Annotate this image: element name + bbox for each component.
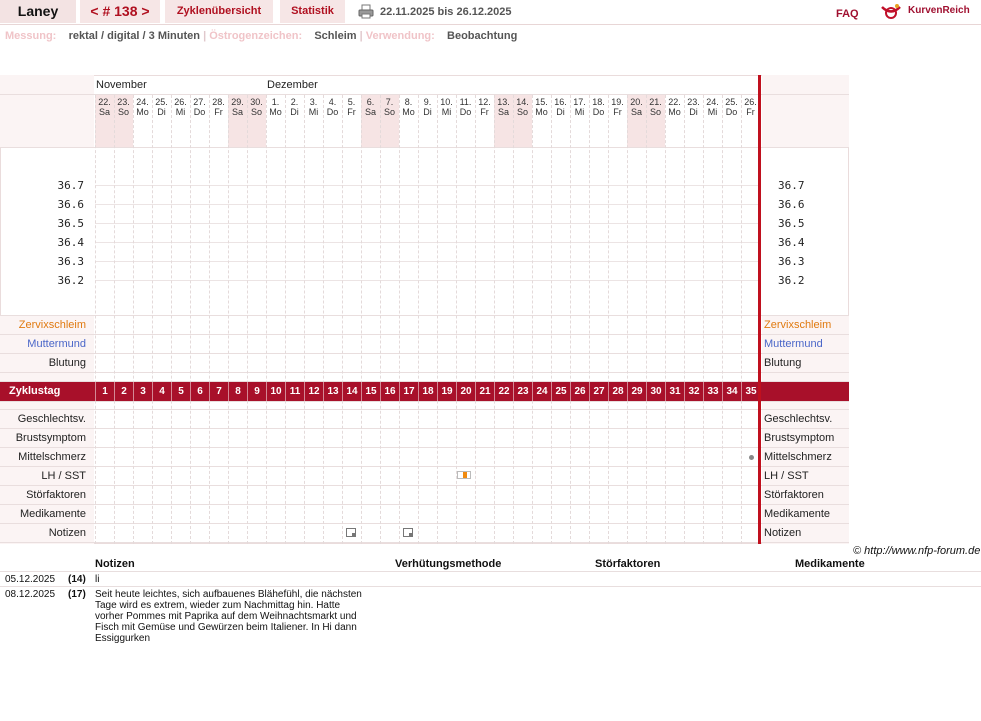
day-header bbox=[247, 97, 266, 117]
day-weekday: Fr bbox=[613, 107, 622, 117]
day-date: 7. bbox=[385, 97, 394, 107]
day-grid-line bbox=[114, 95, 115, 544]
day-date: 1. bbox=[271, 97, 280, 107]
day-date: 29. bbox=[231, 97, 244, 107]
separator: | bbox=[359, 30, 363, 42]
day-date: 15. bbox=[535, 97, 548, 107]
day-date: 8. bbox=[404, 97, 413, 107]
day-weekday: Mi bbox=[707, 107, 718, 117]
day-date: 16. bbox=[554, 97, 567, 107]
brand-name[interactable]: KurvenReich bbox=[908, 5, 970, 16]
mittelschmerz-dot-icon bbox=[749, 455, 754, 460]
day-grid-line bbox=[684, 95, 685, 544]
day-weekday: So bbox=[649, 107, 661, 117]
day-grid-line bbox=[513, 95, 514, 544]
day-weekday: Mo bbox=[535, 107, 548, 117]
left-header-panel bbox=[0, 75, 94, 148]
day-grid-line bbox=[323, 95, 324, 544]
note-date: 08.12.2025 bbox=[5, 589, 56, 600]
row-label: Notizen bbox=[48, 527, 86, 539]
day-header bbox=[114, 97, 133, 117]
day-date: 10. bbox=[440, 97, 453, 107]
day-grid-line bbox=[209, 95, 210, 544]
day-weekday: So bbox=[250, 107, 262, 117]
day-header bbox=[665, 97, 684, 117]
row-label: Muttermund bbox=[27, 338, 86, 350]
temp-label: 36.3 bbox=[57, 255, 84, 268]
row-label: Mittelschmerz bbox=[18, 451, 86, 463]
day-header bbox=[304, 97, 323, 117]
day-header bbox=[608, 97, 627, 117]
day-weekday: Di bbox=[290, 107, 299, 117]
day-header bbox=[95, 97, 114, 117]
tab-statistics[interactable]: Statistik bbox=[280, 0, 345, 23]
day-date: 24. bbox=[136, 97, 149, 107]
disturbances-header: Störfaktoren bbox=[595, 558, 661, 570]
right-header-panel bbox=[762, 75, 849, 148]
day-date: 5. bbox=[347, 97, 356, 107]
temp-label-right: 36.3 bbox=[778, 255, 805, 268]
day-weekday: Di bbox=[423, 107, 432, 117]
kurvenreich-logo-icon[interactable] bbox=[880, 2, 902, 20]
cycle-day-number: 2 bbox=[114, 382, 133, 401]
day-weekday: Mo bbox=[269, 107, 282, 117]
estrogen-value: Schleim bbox=[314, 30, 357, 42]
day-header bbox=[456, 97, 475, 117]
cycle-day-number: 23 bbox=[513, 382, 532, 401]
day-header bbox=[418, 97, 437, 117]
row-label: Zervixschleim bbox=[18, 319, 86, 331]
day-grid-line bbox=[171, 95, 172, 544]
day-grid-line bbox=[190, 95, 191, 544]
day-date: 19. bbox=[611, 97, 624, 107]
day-grid-line bbox=[608, 95, 609, 544]
day-header bbox=[285, 97, 304, 117]
cycle-day-number: 13 bbox=[323, 382, 342, 401]
day-header bbox=[437, 97, 456, 117]
cycle-day-number: 27 bbox=[589, 382, 608, 401]
temp-label: 36.6 bbox=[57, 198, 84, 211]
top-bar bbox=[0, 0, 981, 25]
day-date: 23. bbox=[117, 97, 130, 107]
cycle-day-number: 22 bbox=[494, 382, 513, 401]
cycle-navigator[interactable]: < # 138 > bbox=[80, 0, 160, 23]
day-date: 23. bbox=[687, 97, 700, 107]
tab-cycle-overview[interactable]: Zyklenübersicht bbox=[165, 0, 273, 23]
day-weekday: Sa bbox=[497, 107, 509, 117]
day-header bbox=[152, 97, 171, 117]
temp-label-right: 36.5 bbox=[778, 217, 805, 230]
note-date: 05.12.2025 bbox=[5, 574, 56, 585]
temp-label: 36.5 bbox=[57, 217, 84, 230]
cycle-day-number: 1 bbox=[95, 382, 114, 401]
day-date: 27. bbox=[193, 97, 206, 107]
day-weekday: Fr bbox=[480, 107, 489, 117]
day-grid-line bbox=[152, 95, 153, 544]
row-label-right: Medikamente bbox=[764, 508, 831, 520]
day-grid-line bbox=[266, 95, 267, 544]
row-label: Störfaktoren bbox=[26, 489, 86, 501]
day-grid-line bbox=[722, 95, 723, 544]
day-grid-line bbox=[380, 95, 381, 544]
day-weekday: Mi bbox=[574, 107, 585, 117]
note-icon-fold bbox=[409, 533, 413, 537]
cycle-day-number: 32 bbox=[684, 382, 703, 401]
measure-label: Messung: bbox=[5, 30, 57, 42]
day-weekday: Sa bbox=[630, 107, 642, 117]
cycle-day-number: 4 bbox=[152, 382, 171, 401]
day-header bbox=[722, 97, 741, 117]
month-december: Dezember bbox=[267, 79, 318, 91]
day-date: 4. bbox=[328, 97, 337, 107]
cycle-day-number: 12 bbox=[304, 382, 323, 401]
row-label-right: Zervixschleim bbox=[764, 319, 832, 331]
row-label: Medikamente bbox=[19, 508, 86, 520]
day-header bbox=[646, 97, 665, 117]
copyright: © http://www.nfp-forum.de bbox=[853, 545, 981, 557]
cycle-day-number: 29 bbox=[627, 382, 646, 401]
separator: | bbox=[203, 30, 207, 42]
day-grid-line bbox=[532, 95, 533, 544]
divider bbox=[0, 586, 981, 587]
day-header bbox=[494, 97, 513, 117]
day-weekday: Fr bbox=[214, 107, 223, 117]
estrogen-label: Östrogenzeichen: bbox=[209, 30, 303, 42]
cycle-day-number: 10 bbox=[266, 382, 285, 401]
temp-grid-line bbox=[95, 280, 760, 281]
day-date: 14. bbox=[516, 97, 529, 107]
day-grid-line bbox=[95, 95, 96, 544]
info-row bbox=[5, 30, 517, 42]
day-header bbox=[551, 97, 570, 117]
day-weekday: Fr bbox=[347, 107, 356, 117]
day-grid-line bbox=[703, 95, 704, 544]
day-header bbox=[266, 97, 285, 117]
day-grid-line bbox=[228, 95, 229, 544]
measure-value: rektal / digital / 3 Minuten bbox=[68, 30, 200, 42]
day-weekday: So bbox=[117, 107, 129, 117]
day-date: 25. bbox=[155, 97, 168, 107]
day-date: 25. bbox=[725, 97, 738, 107]
month-november: November bbox=[96, 79, 147, 91]
day-header bbox=[532, 97, 551, 117]
day-date: 2. bbox=[290, 97, 299, 107]
cycle-day-number: 15 bbox=[361, 382, 380, 401]
day-date: 12. bbox=[478, 97, 491, 107]
day-weekday: Do bbox=[725, 107, 738, 117]
temp-grid-line bbox=[95, 223, 760, 224]
medication-header: Medikamente bbox=[795, 558, 865, 570]
cycle-day-number: 5 bbox=[171, 382, 190, 401]
day-weekday: So bbox=[383, 107, 395, 117]
day-weekday: So bbox=[516, 107, 528, 117]
note-icon[interactable] bbox=[346, 528, 356, 537]
day-grid-line bbox=[570, 95, 571, 544]
temp-label: 36.2 bbox=[57, 274, 84, 287]
day-weekday: Fr bbox=[746, 107, 755, 117]
day-header bbox=[342, 97, 361, 117]
day-date: 30. bbox=[250, 97, 263, 107]
day-weekday: Mi bbox=[175, 107, 186, 117]
day-date: 6. bbox=[366, 97, 375, 107]
day-date: 24. bbox=[706, 97, 719, 107]
day-date: 22. bbox=[668, 97, 681, 107]
day-date: 9. bbox=[423, 97, 432, 107]
row-label: Geschlechtsv. bbox=[17, 413, 86, 425]
day-header bbox=[190, 97, 209, 117]
day-date: 26. bbox=[174, 97, 187, 107]
day-header bbox=[513, 97, 532, 117]
cycle-day-number: 14 bbox=[342, 382, 361, 401]
user-name: Laney bbox=[0, 0, 76, 23]
day-grid-line bbox=[418, 95, 419, 544]
day-header bbox=[228, 97, 247, 117]
day-header bbox=[684, 97, 703, 117]
day-weekday: Di bbox=[556, 107, 565, 117]
cycle-day-number: 21 bbox=[475, 382, 494, 401]
cycle-day-number: 7 bbox=[209, 382, 228, 401]
day-weekday: Do bbox=[592, 107, 605, 117]
cycle-day-number: 8 bbox=[228, 382, 247, 401]
note-text: li bbox=[95, 574, 100, 585]
day-weekday: Di bbox=[157, 107, 166, 117]
day-date: 20. bbox=[630, 97, 643, 107]
day-header bbox=[133, 97, 152, 117]
temp-label-right: 36.7 bbox=[778, 179, 805, 192]
cycle-day-number: 30 bbox=[646, 382, 665, 401]
day-grid-line bbox=[399, 95, 400, 544]
day-weekday: Do bbox=[326, 107, 339, 117]
temp-label: 36.4 bbox=[57, 236, 84, 249]
note-icon[interactable] bbox=[403, 528, 413, 537]
day-date: 21. bbox=[649, 97, 662, 107]
day-header bbox=[399, 97, 418, 117]
day-grid-line bbox=[494, 95, 495, 544]
notes-header: Notizen bbox=[95, 558, 135, 570]
cycle-day-number: 20 bbox=[456, 382, 475, 401]
cycle-day-number: 34 bbox=[722, 382, 741, 401]
day-header bbox=[589, 97, 608, 117]
day-grid-line bbox=[342, 95, 343, 544]
date-range: 22.11.2025 bis 26.12.2025 bbox=[380, 6, 512, 18]
day-grid-line bbox=[133, 95, 134, 544]
day-header bbox=[209, 97, 228, 117]
day-date: 28. bbox=[212, 97, 225, 107]
row-label-right: Blutung bbox=[764, 357, 802, 369]
row-label-right: Störfaktoren bbox=[764, 489, 824, 501]
day-header bbox=[171, 97, 190, 117]
cycle-day-number: 33 bbox=[703, 382, 722, 401]
day-date: 13. bbox=[497, 97, 510, 107]
lh-test-strip bbox=[463, 472, 467, 478]
cycle-day-number: 16 bbox=[380, 382, 399, 401]
day-header bbox=[475, 97, 494, 117]
usage-value: Beobachtung bbox=[447, 30, 518, 42]
note-icon-fold bbox=[352, 533, 356, 537]
cycle-day-number: 24 bbox=[532, 382, 551, 401]
day-date: 17. bbox=[573, 97, 586, 107]
day-weekday: Mi bbox=[441, 107, 452, 117]
cycle-day-number: 19 bbox=[437, 382, 456, 401]
row-label-right: Brustsymptom bbox=[764, 432, 835, 444]
day-weekday: Mo bbox=[668, 107, 681, 117]
divider bbox=[0, 571, 981, 572]
cycle-day-number: 26 bbox=[570, 382, 589, 401]
temp-grid-line bbox=[95, 204, 760, 205]
day-header bbox=[627, 97, 646, 117]
cycle-day-number: 17 bbox=[399, 382, 418, 401]
row-label-right: Geschlechtsv. bbox=[764, 413, 833, 425]
cycle-day-number: 3 bbox=[133, 382, 152, 401]
day-header bbox=[380, 97, 399, 117]
day-grid-line bbox=[551, 95, 552, 544]
day-header bbox=[361, 97, 380, 117]
note-cycle-day: (14) bbox=[68, 574, 86, 585]
temp-label-right: 36.2 bbox=[778, 274, 805, 287]
cycle-day-number: 28 bbox=[608, 382, 627, 401]
note-text: Seit heute leichtes, sich aufbauenes Blähefühl, die nächsten Tage wird es extrem, wieder zum Nachmittag hin. Hatte vorher Pommes mit Paprika auf dem Weihnachtsmarkt und Fisch mit Gemüse und Gewürzen beim Italiener. In Hi dann Essiggurken bbox=[95, 589, 362, 644]
temp-grid-line bbox=[95, 185, 760, 186]
day-weekday: Sa bbox=[231, 107, 243, 117]
lh-test-icon bbox=[457, 471, 471, 479]
cycle-day-number: 9 bbox=[247, 382, 266, 401]
day-grid-line bbox=[437, 95, 438, 544]
temp-label: 36.7 bbox=[57, 179, 84, 192]
day-grid-line bbox=[665, 95, 666, 544]
temp-label-right: 36.6 bbox=[778, 198, 805, 211]
day-grid-line bbox=[475, 95, 476, 544]
day-date: 11. bbox=[459, 97, 472, 107]
day-grid-line bbox=[646, 95, 647, 544]
day-header bbox=[703, 97, 722, 117]
day-date: 3. bbox=[309, 97, 318, 107]
day-weekday: Sa bbox=[364, 107, 376, 117]
row-label-right: LH / SST bbox=[764, 470, 809, 482]
cycle-day-label: Zyklustag bbox=[9, 385, 61, 397]
day-grid-line bbox=[247, 95, 248, 544]
day-grid-line bbox=[589, 95, 590, 544]
row-label: Brustsymptom bbox=[15, 432, 86, 444]
cycle-day-number: 6 bbox=[190, 382, 209, 401]
day-grid-line bbox=[627, 95, 628, 544]
day-weekday: Mo bbox=[402, 107, 415, 117]
usage-label: Verwendung: bbox=[365, 30, 435, 42]
day-grid-line bbox=[741, 95, 742, 544]
row-label-right: Mittelschmerz bbox=[764, 451, 832, 463]
cycle-day-number: 25 bbox=[551, 382, 570, 401]
temp-label-right: 36.4 bbox=[778, 236, 805, 249]
row-label-right: Notizen bbox=[764, 527, 802, 539]
day-date: 18. bbox=[592, 97, 605, 107]
day-header bbox=[323, 97, 342, 117]
faq-link[interactable]: FAQ bbox=[836, 8, 859, 20]
row-label-right: Muttermund bbox=[764, 338, 823, 350]
printer-icon[interactable] bbox=[358, 4, 374, 19]
row-label: Blutung bbox=[48, 357, 86, 369]
day-grid-line bbox=[285, 95, 286, 544]
day-weekday: Sa bbox=[98, 107, 110, 117]
contraception-header: Verhütungsmethode bbox=[395, 558, 502, 570]
temp-grid-line bbox=[95, 242, 760, 243]
cycle-day-number: 18 bbox=[418, 382, 437, 401]
day-date: 26. bbox=[744, 97, 757, 107]
day-weekday: Do bbox=[193, 107, 206, 117]
cycle-chart bbox=[0, 75, 850, 544]
day-date: 22. bbox=[98, 97, 111, 107]
day-weekday: Di bbox=[689, 107, 698, 117]
note-cycle-day: (17) bbox=[68, 589, 86, 600]
cycle-day-number: 11 bbox=[285, 382, 304, 401]
day-weekday: Mo bbox=[136, 107, 149, 117]
day-grid-line bbox=[304, 95, 305, 544]
day-header bbox=[570, 97, 589, 117]
row-label: LH / SST bbox=[41, 470, 86, 482]
temp-grid-line bbox=[95, 261, 760, 262]
today-marker-line bbox=[758, 75, 761, 544]
cycle-day-number: 31 bbox=[665, 382, 684, 401]
day-weekday: Mi bbox=[308, 107, 319, 117]
day-weekday: Do bbox=[459, 107, 472, 117]
cycle-day-number: 35 bbox=[741, 382, 760, 401]
day-grid-line bbox=[361, 95, 362, 544]
